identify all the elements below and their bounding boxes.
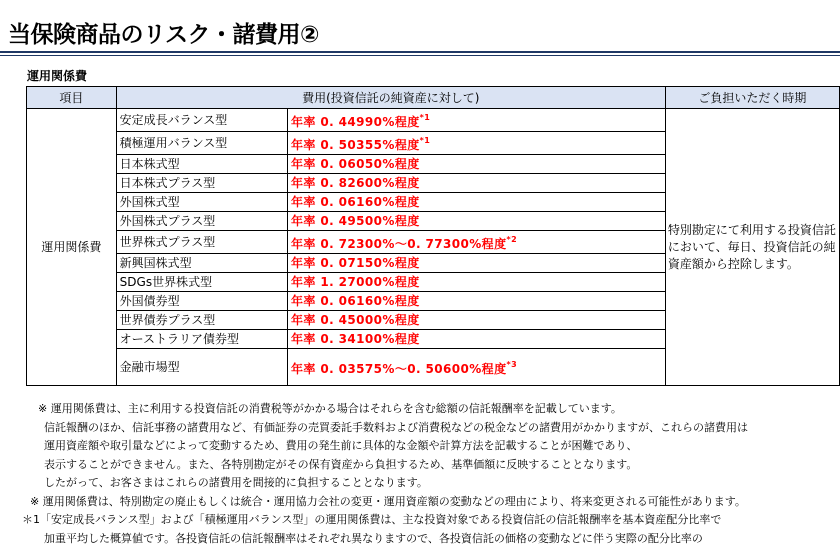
rate-cell — [287, 109, 665, 132]
table-header-row — [27, 87, 840, 109]
rate-value: 年率 0. 50355%程度 — [290, 138, 420, 152]
fund-name-cell: 世界株式プラス型 — [116, 231, 287, 254]
header-item: 項目 — [27, 87, 117, 109]
fund-name-cell: SDGs世界株式型 — [116, 273, 287, 292]
fund-name-cell: 日本株式プラス型 — [116, 174, 287, 193]
table-body — [27, 109, 840, 386]
footnote-line: 加重平均した概算値です。各投資信託の信託報酬率はそれぞれ異なりますので、各投資信託の価格の変動などに伴う実際の配分比率の — [44, 531, 703, 545]
header-timing: ご負担いただく時期 — [665, 87, 839, 109]
rate-cell — [287, 254, 665, 273]
fund-name-cell: 外国債券型 — [116, 292, 287, 311]
rate-value: 年率 0. 34100%程度 — [290, 332, 420, 346]
rate-value: 年率 0. 06050%程度 — [290, 157, 420, 171]
title-rule-thin — [0, 55, 840, 56]
footnote-line: ＊1「安定成長バランス型」および「積極運用バランス型」の運用関係費は、主な投資対象である投資信託の信託報酬率を基本資産配分比率で — [22, 513, 722, 526]
footnote-line: ※ 運用関係費は、特別勘定の廃止もしくは統合・運用協力会社の変更・運用資産額の変動などの理由により、将来変更される可能性があります。 — [30, 494, 746, 508]
rate-value: 年率 0. 06160%程度 — [290, 195, 420, 209]
footnote-line: 運用資産額や取引量などによって変動するため、費用の発生前に具体的な金額や計算方法を記載することが困難であり、 — [44, 439, 638, 452]
fund-name-cell: 外国株式プラス型 — [116, 212, 287, 231]
rate-value: 年率 0. 82600%程度 — [290, 176, 420, 190]
rate-cell — [287, 174, 665, 193]
footnote-line: したがって、お客さまはこれらの諸費用を間接的に負担することとなります。 — [44, 476, 428, 489]
row-label-cell: 運用関係費 — [27, 109, 117, 386]
rate-cell — [287, 193, 665, 212]
fund-name-cell: 世界債券プラス型 — [116, 311, 287, 330]
footnote-line: 表示することができません。また、各特別勘定がその保有資産から負担するため、基準価額に反映することとなります。 — [44, 457, 638, 471]
rate-cell — [287, 273, 665, 292]
footnote-mark: *1 — [419, 113, 431, 122]
rate-value: 年率 0. 07150%程度 — [290, 256, 420, 270]
rate-value: 年率 1. 27000%程度 — [290, 275, 420, 289]
fee-table — [26, 86, 840, 386]
timing-cell: 特別勘定にて利用する投資信託において、毎日、投資信託の純資産額から控除します。 — [665, 109, 839, 386]
rate-value: 年率 0. 03575%～0. 50600%程度 — [290, 362, 507, 376]
fund-name-cell: 金融市場型 — [116, 349, 287, 386]
title-rule — [0, 51, 840, 53]
rate-cell — [287, 349, 665, 386]
rate-cell — [287, 132, 665, 155]
footnote-line: 信託報酬のほか、信託事務の諸費用など、有価証券の売買委託手数料および消費税などの税金などの諸費用がかかりますが、これらの諸費用は — [44, 420, 748, 434]
fund-name-cell: 安定成長バランス型 — [116, 109, 287, 132]
footnote-line: ※ 運用関係費は、主に利用する投資信託の消費税等がかかる場合はそれらを含む総額の信託報酬率を記載しています。 — [38, 402, 622, 415]
rate-value: 年率 0. 06160%程度 — [290, 294, 420, 308]
table-row — [27, 109, 840, 132]
fund-name-cell: 新興国株式型 — [116, 254, 287, 273]
rate-cell — [287, 212, 665, 231]
rate-cell — [287, 292, 665, 311]
rate-value: 年率 0. 49500%程度 — [290, 214, 420, 228]
fund-name-cell: 積極運用バランス型 — [116, 132, 287, 155]
fund-name-cell: 日本株式型 — [116, 155, 287, 174]
header-cost: 費用(投資信託の純資産に対して) — [116, 87, 665, 109]
rate-cell — [287, 155, 665, 174]
rate-cell — [287, 231, 665, 254]
footnote-mark: *3 — [506, 360, 518, 369]
rate-value: 年率 0. 45000%程度 — [290, 313, 420, 327]
footnotes — [0, 400, 840, 548]
section-heading: 運用関係費 — [27, 69, 88, 83]
fund-name-cell: オーストラリア債券型 — [116, 330, 287, 349]
fund-name-cell: 外国株式型 — [116, 193, 287, 212]
rate-cell — [287, 311, 665, 330]
footnote-mark: *1 — [419, 136, 431, 145]
rate-value: 年率 0. 44990%程度 — [290, 115, 420, 129]
page-title: 当保険商品のリスク・諸費用② — [8, 22, 320, 48]
rate-value: 年率 0. 72300%～0. 77300%程度 — [290, 237, 507, 251]
footnote-mark: *2 — [506, 235, 518, 244]
rate-cell — [287, 330, 665, 349]
